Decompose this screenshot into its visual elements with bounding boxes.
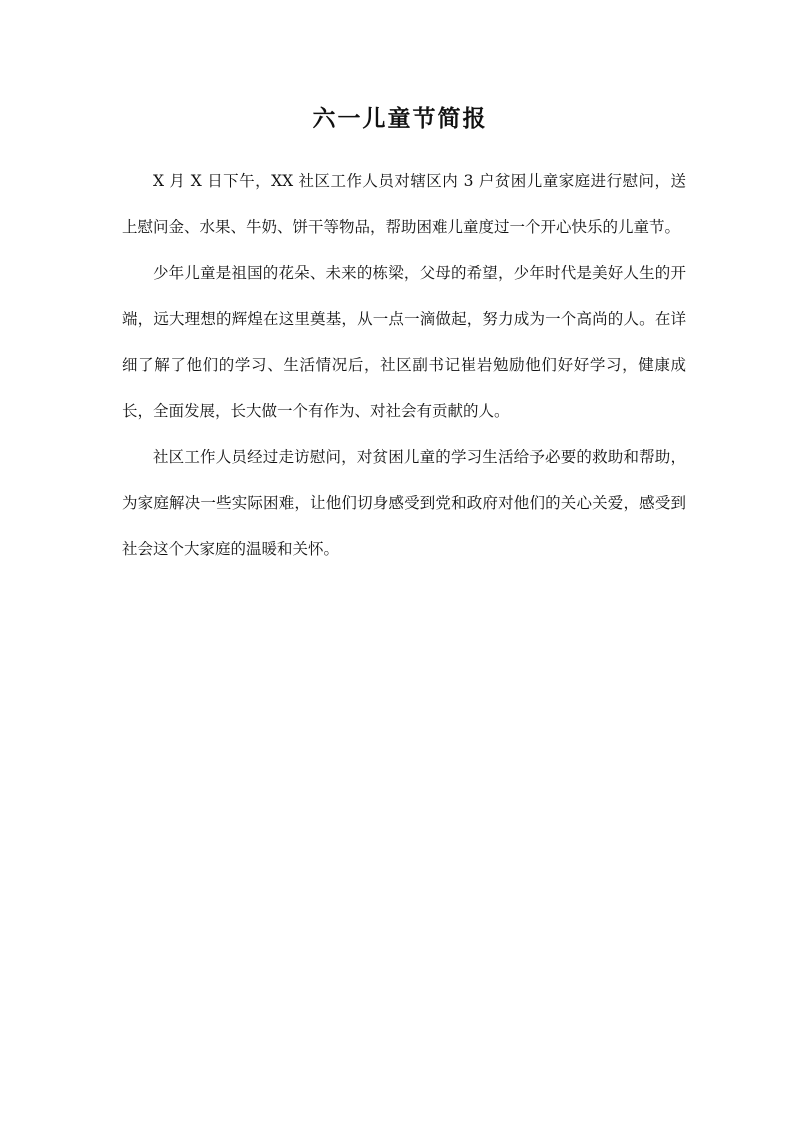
paragraph-1: X 月 X 日下午，XX 社区工作人员对辖区内 3 户贫困儿童家庭进行慰问，送上慰问金、水果、牛奶、饼干等物品，帮助困难儿童度过一个开心快乐的儿童节。 <box>122 172 686 236</box>
paragraph-2: 少年儿童是祖国的花朵、未来的栋梁，父母的希望，少年时代是美好人生的开端，远大理想的辉煌在这里奠基，从一点一滴做起，努力成为一个高尚的人。在详细了解了他们的学习、生活情况后，社区副书记崔岩勉励他们好好学习，健康成长，全面发展，长大做一个有作为、对社会有贡献的人。 <box>122 264 686 420</box>
document-title: 六一儿童节简报 <box>312 105 488 132</box>
document-body <box>122 158 686 572</box>
paragraph-3: 社区工作人员经过走访慰问，对贫困儿童的学习生活给予必要的救助和帮助，为家庭解决一些实际困难，让他们切身感受到党和政府对他们的关心关爱，感受到社会这个大家庭的温暖和关怀。 <box>122 448 686 558</box>
